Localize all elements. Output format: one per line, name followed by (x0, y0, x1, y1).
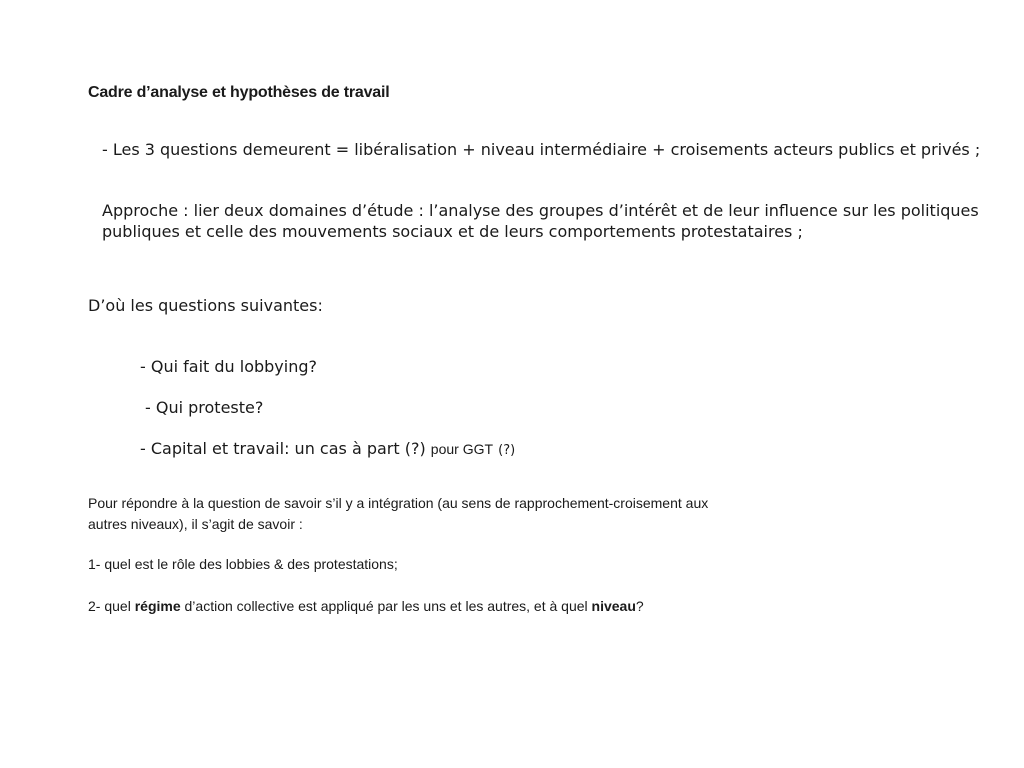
question-capital-labour-main: - Capital et travail: un cas à part (?) (140, 439, 426, 458)
conclusion-point-2-middle: d’action collective est appliqué par les uns et les autres, et à quel (184, 598, 588, 614)
conclusion-point-2 (88, 596, 644, 617)
conclusion-point-2-niveau: niveau (591, 598, 636, 614)
conclusion-intro-line1: Pour répondre à la question de savoir s’il y a intégration (au sens de rapprochement-croisement aux (88, 495, 709, 511)
question-capital-labour (140, 438, 515, 461)
question-capital-labour-note: pour GGT (430, 441, 494, 457)
conclusion-intro-line2: autres niveaux), il s’agit de savoir : (88, 516, 303, 532)
conclusion-point-2-start: 2- quel (88, 598, 131, 614)
conclusion-point-2-regime: régime (134, 598, 181, 614)
slide-title: Cadre d’analyse et hypothèses de travail (88, 84, 390, 101)
conclusion-point-2-end: ? (635, 598, 644, 614)
conclusion-intro (88, 493, 808, 535)
question-lobbying: - Qui fait du lobbying? (140, 357, 317, 376)
conclusion-point-1: 1- quel est le rôle des lobbies & des protestations; (88, 556, 398, 572)
paragraph-questions-remain: - Les 3 questions demeurent = libéralisation + niveau intermédiaire + croisements acteurs publics et privés ; (102, 140, 981, 159)
paragraph-approach: Approche : lier deux domaines d’étude : l’analyse des groupes d’intérêt et de leur influence sur les politiques publiques et celle des mouvements sociaux et de leurs comportements protestataires ; (102, 201, 979, 241)
question-capital-labour-note-mark: (?) (498, 443, 516, 458)
question-protest: - Qui proteste? (145, 398, 264, 417)
questions-intro: D’où les questions suivantes: (88, 296, 323, 315)
